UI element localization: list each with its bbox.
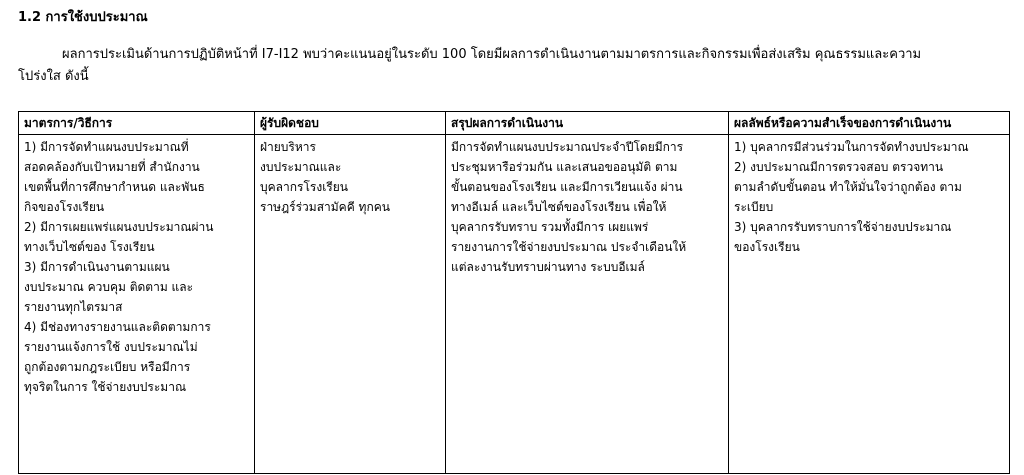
summary-line: มีการจัดทำแผนงบประมาณประจำปีโดยมีการ (451, 140, 684, 154)
measures-line: งบประมาณ ควบคุม ติดตาม และ (24, 280, 194, 294)
responsible-line: งบประมาณและ (260, 160, 342, 174)
results-line: ระเบียบ (734, 200, 774, 214)
results-line: ตามลำดับขั้นตอน ทำให้มั่นใจว่าถูกต้อง ตาม (734, 180, 962, 194)
section-heading: 1.2 การใช้งบประมาณ (18, 10, 148, 25)
responsible-line: ฝ่ายบริหาร (260, 140, 316, 154)
summary-line: บุคลากรรับทราบ รวมทั้งมีการ เผยแพร่ (451, 220, 649, 234)
summary-line: รายงานการใช้จ่ายงบประมาณ ประจำเดือนให้ (451, 240, 687, 254)
responsible-line: ราษฎร์ร่วมสามัคคี ทุกคน (260, 200, 390, 214)
measures-line: ถูกต้องตามกฎระเบียบ หรือมีการ (24, 360, 191, 374)
measures-line: ทางเว็บไซต์ของ โรงเรียน (24, 240, 155, 254)
responsible-line: บุคลากรโรงเรียน (260, 180, 348, 194)
measures-line: ทุจริตในการ ใช้จ่ายงบประมาณ (24, 380, 187, 394)
results-line: 2) งบประมาณมีการตรวจสอบ ตรวจทาน (734, 160, 944, 174)
measures-line: รายงานแจ้งการใช้ งบประมาณไม่ (24, 340, 198, 354)
intro-paragraph (18, 44, 1008, 88)
summary-line: ทางอีเมล์ และเว็บไซต์ของโรงเรียน เพื่อให้ (451, 200, 667, 214)
results-line: 1) บุคลากรมีส่วนร่วมในการจัดทำงบประมาณ (734, 140, 969, 154)
results-cell (729, 135, 1010, 474)
measures-line: 1) มีการจัดทำแผนงบประมาณที่ (24, 140, 189, 154)
results-line: 3) บุคลากรรับทราบการใช้จ่ายงบประมาณ (734, 220, 952, 234)
table-row (19, 135, 1010, 474)
header-responsible: ผู้รับผิดชอบ (255, 112, 446, 135)
measures-line: รายงานทุกไตรมาส (24, 300, 123, 314)
summary-cell (446, 135, 729, 474)
intro-paragraph-line-2: โปร่งใส ดังนี้ (18, 69, 89, 84)
results-line: ของโรงเรียน (734, 240, 800, 254)
measures-line: กิจของโรงเรียน (24, 200, 105, 214)
summary-line: แต่ละงานรับทราบผ่านทาง ระบบอีเมล์ (451, 260, 645, 274)
measures-line: สอดคล้องกับเป้าหมายที่ สำนักงาน (24, 160, 200, 174)
responsible-cell (255, 135, 446, 474)
measures-line: 3) มีการดำเนินงานตามแผน (24, 260, 170, 274)
measures-cell (19, 135, 255, 474)
header-summary: สรุปผลการดำเนินงาน (446, 112, 729, 135)
measures-line: เขตพื้นที่การศึกษากำหนด และพันธ (24, 180, 205, 194)
measures-table (18, 111, 1010, 474)
header-results: ผลลัพธ์หรือความสำเร็จของการดำเนินงาน (729, 112, 1010, 135)
summary-line: ขั้นตอนของโรงเรียน และมีการเวียนแจ้ง ผ่าน (451, 180, 683, 194)
measures-line: 2) มีการเผยแพร่แผนงบประมาณผ่าน (24, 220, 214, 234)
table-header-row (19, 112, 1010, 135)
intro-paragraph-line-1: ผลการประเมินด้านการปฏิบัติหน้าที่ I7-I12 พบว่าคะแนนอยู่ในระดับ 100 โดยมีผลการดำเนินงานตามมาตรการและกิจกรรมเพื่อส่งเสริม คุณธรรมและความ (62, 47, 922, 62)
summary-line: ประชุมหารือร่วมกัน และเสนอขออนุมัติ ตาม (451, 160, 678, 174)
measures-line: 4) มีช่องทางรายงานและติดตามการ (24, 320, 211, 334)
header-measures: มาตรการ/วิธีการ (19, 112, 255, 135)
